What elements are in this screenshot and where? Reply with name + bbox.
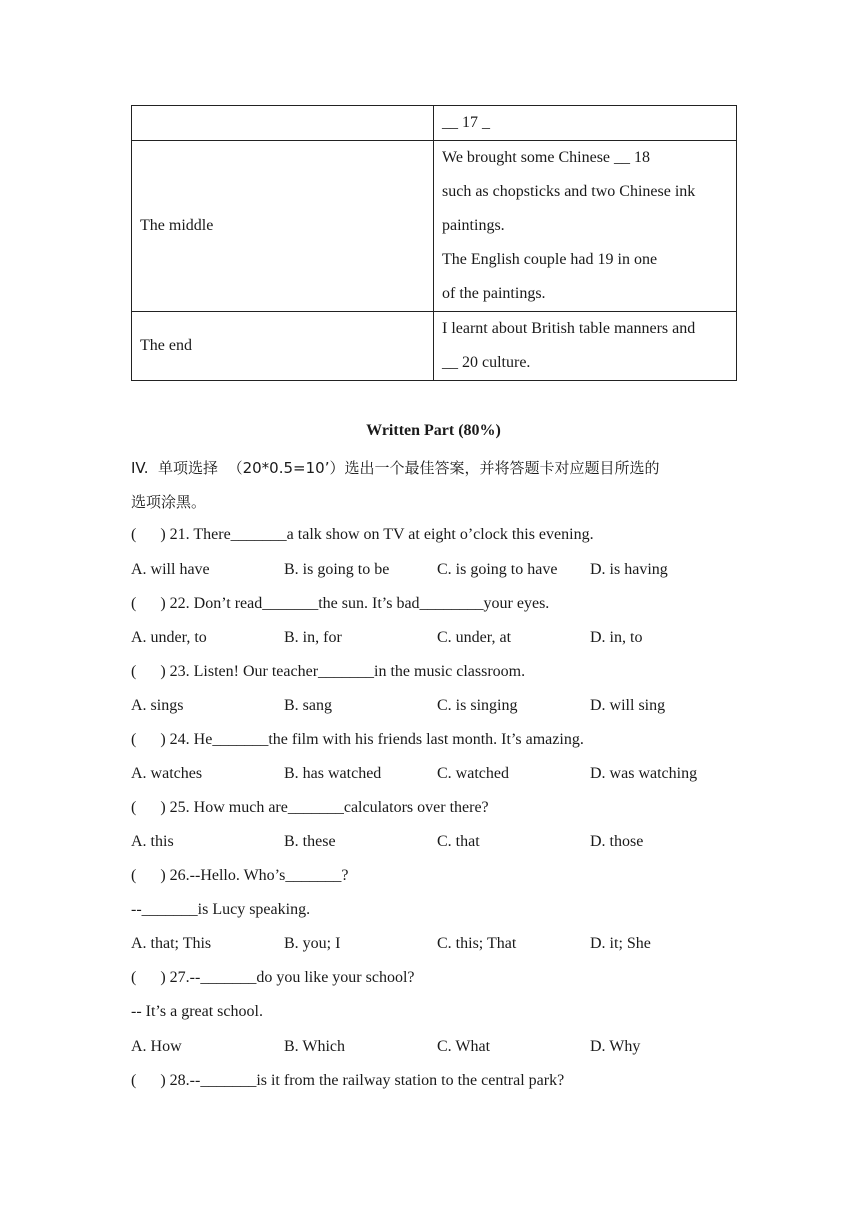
question-stem: ( ) 24. He_______the film with his friends last month. It’s amazing. — [131, 731, 584, 748]
cell-line: __ 17 _ — [442, 114, 490, 131]
cell-line: such as chopsticks and two Chinese ink — [442, 183, 696, 200]
option-a: A. watches — [131, 765, 203, 782]
option-c: C. this; That — [437, 935, 517, 952]
cell-line: We brought some Chinese __ 18 — [442, 149, 651, 166]
option-b: B. these — [284, 833, 336, 850]
question-stem: -- It’s a great school. — [131, 1003, 263, 1020]
option-d: D. will sing — [590, 697, 666, 714]
plan-table — [131, 105, 737, 381]
question-stem: ( ) 21. There_______a talk show on TV at eight o’clock this evening. — [131, 526, 594, 543]
option-b: B. sang — [284, 697, 332, 714]
cell-line: paintings. — [442, 217, 505, 234]
cell-line: The English couple had 19 in one — [442, 251, 658, 268]
table-row — [132, 141, 737, 312]
section-title: Written Part (80%) — [366, 422, 501, 439]
question-stem: ( ) 23. Listen! Our teacher_______in the music classroom. — [131, 663, 526, 680]
option-b: B. Which — [284, 1038, 346, 1055]
option-c: C. under, at — [437, 629, 512, 646]
option-a: A. will have — [131, 561, 210, 578]
question-stem: ( ) 22. Don’t read_______the sun. It’s bad________your eyes. — [131, 595, 550, 612]
option-c: C. is going to have — [437, 561, 558, 578]
question-stem: --_______is Lucy speaking. — [131, 901, 311, 918]
option-c: C. is singing — [437, 697, 518, 714]
option-b: B. is going to be — [284, 561, 390, 578]
table-content-cell — [434, 106, 737, 141]
option-a: A. this — [131, 833, 174, 850]
option-a: A. that; This — [131, 935, 212, 952]
option-d: D. those — [590, 833, 644, 850]
option-a: A. How — [131, 1038, 182, 1055]
cell-line: I learnt about British table manners and — [442, 320, 696, 337]
option-d: D. was watching — [590, 765, 698, 782]
instruction-line: IV. 单项选择 （20*0.5=10’）选出一个最佳答案，并将答题卡对应题目所选的 — [131, 459, 660, 477]
option-d: D. in, to — [590, 629, 643, 646]
table-content-cell — [434, 141, 737, 312]
question-stem: ( ) 27.--_______do you like your school? — [131, 969, 415, 986]
option-c: C. that — [437, 833, 480, 850]
table-row — [132, 106, 737, 141]
cell-line: of the paintings. — [442, 285, 546, 302]
table-label-cell: The middle — [132, 141, 434, 312]
table-row — [132, 312, 737, 381]
option-a: A. under, to — [131, 629, 207, 646]
option-a: A. sings — [131, 697, 184, 714]
question-stem: ( ) 25. How much are_______calculators over there? — [131, 799, 489, 816]
question-stem: ( ) 28.--_______is it from the railway station to the central park? — [131, 1072, 565, 1089]
cell-line: __ 20 culture. — [442, 354, 531, 371]
option-c: C. What — [437, 1038, 491, 1055]
option-b: B. has watched — [284, 765, 382, 782]
option-b: B. you; I — [284, 935, 341, 952]
option-d: D. is having — [590, 561, 668, 578]
question-stem: ( ) 26.--Hello. Who’s_______? — [131, 867, 349, 884]
option-b: B. in, for — [284, 629, 342, 646]
option-d: D. Why — [590, 1038, 641, 1055]
option-d: D. it; She — [590, 935, 651, 952]
instruction-line: 选项涂黑。 — [131, 493, 207, 511]
table-content-cell — [434, 312, 737, 381]
table-label-cell: The end — [132, 312, 434, 381]
table-label-cell — [132, 106, 434, 141]
option-c: C. watched — [437, 765, 509, 782]
